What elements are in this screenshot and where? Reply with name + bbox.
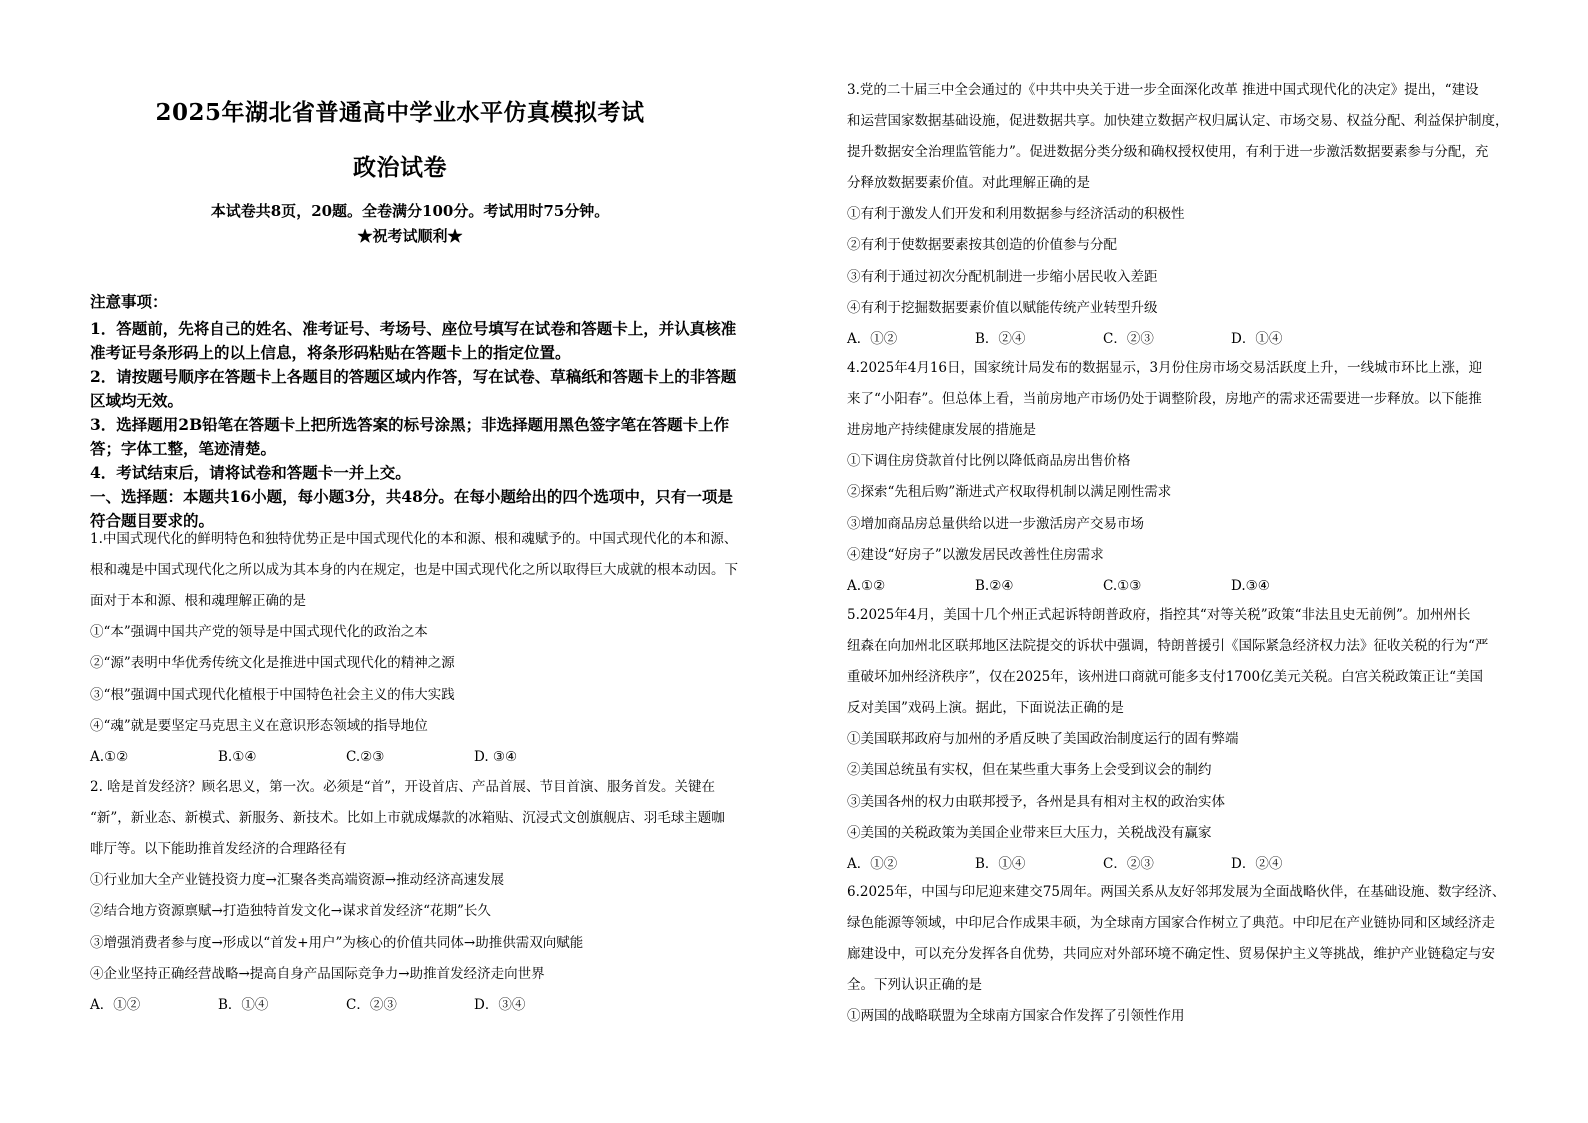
exam-subtitle: 政治试卷 [353, 154, 447, 181]
question-2 [90, 772, 762, 1021]
choice-c: C.②③ [346, 749, 385, 766]
exam-title: 2025年湖北省普通高中学业水平仿真模拟考试 [155, 99, 645, 126]
notice-section [90, 290, 762, 533]
question-stem: 绿色能源等领域，中印尼合作成果丰硕，为全球南方国家合作树立了典范。中印尼在产业链协同和区域经济走 [847, 915, 1495, 931]
choice-c: C．②③ [1103, 856, 1154, 873]
question-stem: 反对美国”戏码上演。据此，下面说法正确的是 [847, 700, 1124, 716]
choice-d: D．③④ [474, 997, 526, 1014]
question-stem: 提升数据安全治理监管能力”。促进数据分类分级和确权授权使用，有利于进一步激活数据要素参与分配，充 [847, 144, 1489, 160]
statement: ①有利于激发人们开发和利用数据参与经济活动的积极性 [847, 206, 1185, 222]
choice-a: A.①② [847, 578, 886, 595]
question-stem: 6.2025年，中国与印尼迎来建交75周年。两国关系从友好邻邦发展为全面战略伙伴，在基础设施、数字经济、 [847, 884, 1506, 900]
question-stem: 啡厅等。以下能助推首发经济的合理路径有 [90, 841, 347, 857]
choice-d: D.③④ [1231, 578, 1270, 595]
notice-line: 2．请按题号顺序在答题卡上各题目的答题区域内作答，写在试卷、草稿纸和答题卡上的非答题 [90, 367, 737, 386]
statement: ③增强消费者参与度→形成以“首发+用户”为核心的价值共同体→助推供需双向赋能 [90, 934, 584, 951]
question-stem: 和运营国家数据基础设施，促进数据共享。加快建立数据产权归属认定、市场交易、权益分配、利益保护制度， [847, 113, 1509, 129]
statement: ①下调住房贷款首付比例以降低商品房出售价格 [847, 453, 1131, 469]
question-4 [847, 353, 1519, 602]
question-stem: 全。下列认识正确的是 [847, 977, 982, 993]
notice-line: 4．考试结束后，请将试卷和答题卡一并上交。 [90, 463, 411, 482]
section-heading: 一、选择题：本题共16小题，每小题3分，共48分。在每小题给出的四个选项中，只有一项是 [90, 487, 733, 506]
statement: ②有利于使数据要素按其创造的价值参与分配 [847, 237, 1117, 254]
choice-a: A.①② [90, 749, 129, 766]
question-stem: 廊建设中，可以充分发挥各自优势，共同应对外部环境不确定性、贸易保护主义等挑战，维护产业链稳定与安 [847, 946, 1495, 962]
question-stem: 重破坏加州经济秩序”，仅在2025年，该州进口商就可能多支付1700亿美元关税。白宫关税政策正让“美国 [847, 669, 1484, 685]
choice-c: C．②③ [1103, 331, 1154, 348]
answer-choices [847, 571, 1519, 602]
choice-d: D．②④ [1231, 856, 1283, 873]
question-stem: 4.2025年4月16日，国家统计局发布的数据显示，3月份住房市场交易活跃度上升，一线城市环比上涨，迎 [847, 360, 1483, 376]
answer-choices [90, 990, 762, 1021]
question-stem: 面对于本和源、根和魂理解正确的是 [90, 593, 306, 609]
statement: ③美国各州的权力由联邦授予，各州是具有相对主权的政治实体 [847, 793, 1225, 810]
statement: ②美国总统虽有实权，但在某些重大事务上会受到议会的制约 [847, 762, 1212, 779]
choice-b: B．①④ [975, 856, 1026, 873]
choice-b: B．②④ [975, 331, 1026, 348]
statement: ④建设“好房子”以激发居民改善性住房需求 [847, 546, 1104, 563]
question-stem: 1.中国式现代化的鲜明特色和独特优势正是中国式现代化的本和源、根和魂赋予的。中国式现代化的本和源、 [90, 531, 738, 547]
question-stem: 纽森在向加州北区联邦地区法院提交的诉状中强调，特朗普援引《国际紧急经济权力法》征收关税的行为“严 [847, 638, 1489, 654]
choice-a: A．①② [847, 331, 898, 348]
choice-a: A．①② [90, 997, 141, 1014]
statement: ②探索“先租后购”渐进式产权取得机制以满足刚性需求 [847, 484, 1172, 501]
choice-d: D. ③④ [474, 749, 518, 766]
question-stem: 根和魂是中国式现代化之所以成为其本身的内在规定，也是中国式现代化之所以取得巨大成就的根本动因。下 [90, 562, 738, 578]
question-stem: 5.2025年4月，美国十几个州正式起诉特朗普政府，指控其“对等关税”政策“非法且史无前例”。加州州长 [847, 607, 1471, 623]
choice-b: B.①④ [218, 749, 257, 766]
statement: ①两国的战略联盟为全球南方国家合作发挥了引领性作用 [847, 1008, 1185, 1024]
question-5 [847, 600, 1519, 880]
question-stem: 来了“小阳春”。但总体上看，当前房地产市场仍处于调整阶段，房地产的需求还需要进一步释放。以下能推 [847, 391, 1482, 407]
choice-d: D．①④ [1231, 331, 1283, 348]
exam-wish: ★祝考试顺利★ [357, 227, 463, 245]
question-stem: 2. 啥是首发经济？顾名思义，第一次。必须是“首”，开设首店、产品首展、节目首演、服务首发。关键在 [90, 779, 715, 795]
statement: ①行业加大全产业链投资力度→汇聚各类高端资源→推动经济高速发展 [90, 872, 505, 888]
statement: ①美国联邦政府与加州的矛盾反映了美国政治制度运行的固有弊端 [847, 731, 1239, 747]
answer-choices [90, 742, 762, 773]
statement: ②“源”表明中华优秀传统文化是推进中国式现代化的精神之源 [90, 655, 455, 672]
section-heading: 符合题目要求的。 [90, 511, 215, 530]
question-stem: 进房地产持续健康发展的措施是 [847, 422, 1036, 438]
choice-a: A．①② [847, 856, 898, 873]
question-1 [90, 524, 762, 773]
statement: ④有利于挖掘数据要素价值以赋能传统产业转型升级 [847, 299, 1158, 316]
statement: ③有利于通过初次分配机制进一步缩小居民收入差距 [847, 268, 1158, 285]
statement: ③“根”强调中国式现代化植根于中国特色社会主义的伟大实践 [90, 686, 455, 703]
notice-line: 1．答题前，先将自己的姓名、准考证号、考场号、座位号填写在试卷和答题卡上，并认真核准 [90, 319, 737, 338]
statement: ①“本”强调中国共产党的领导是中国式现代化的政治之本 [90, 624, 428, 640]
notice-heading: 注意事项： [90, 292, 168, 311]
question-6 [847, 877, 1519, 1032]
statement: ④企业坚持正确经营战略→提高自身产品国际竞争力→助推首发经济走向世界 [90, 965, 545, 982]
exam-info: 本试卷共8页，20题。全卷满分100分。考试用时75分钟。 [210, 202, 610, 220]
choice-b: B.②④ [975, 578, 1014, 595]
statement: ③增加商品房总量供给以进一步激活房产交易市场 [847, 515, 1144, 532]
statement: ④美国的关税政策为美国企业带来巨大压力，关税战没有赢家 [847, 824, 1212, 841]
choice-c: C.①③ [1103, 578, 1142, 595]
answer-choices [847, 324, 1519, 355]
notice-line: 区域均无效。 [90, 391, 184, 410]
question-stem: “新”，新业态、新模式、新服务、新技术。比如上市就成爆款的冰箱贴、沉浸式文创旗舰店、羽毛球主题咖 [90, 810, 725, 826]
question-stem: 分释放数据要素价值。对此理解正确的是 [847, 175, 1090, 191]
statement: ②结合地方资源禀赋→打造独特首发文化→谋求首发经济“花期”长久 [90, 903, 491, 920]
statement: ④“魂”就是要坚定马克思主义在意识形态领域的指导地位 [90, 717, 428, 734]
answer-choices [847, 849, 1519, 880]
notice-line: 3．选择题用2B铅笔在答题卡上把所选答案的标号涂黑；非选择题用黑色签字笔在答题卡上作 [90, 415, 730, 434]
choice-b: B．①④ [218, 997, 269, 1014]
question-stem: 3.党的二十届三中全会通过的《中共中央关于进一步全面深化改革 推进中国式现代化的决定》提出，“建设 [847, 82, 1479, 98]
notice-line: 准考证号条形码上的以上信息，将条形码粘贴在答题卡上的指定位置。 [90, 343, 571, 362]
choice-c: C．②③ [346, 997, 397, 1014]
notice-line: 答；字体工整，笔迹清楚。 [90, 439, 277, 458]
question-3 [847, 75, 1519, 355]
